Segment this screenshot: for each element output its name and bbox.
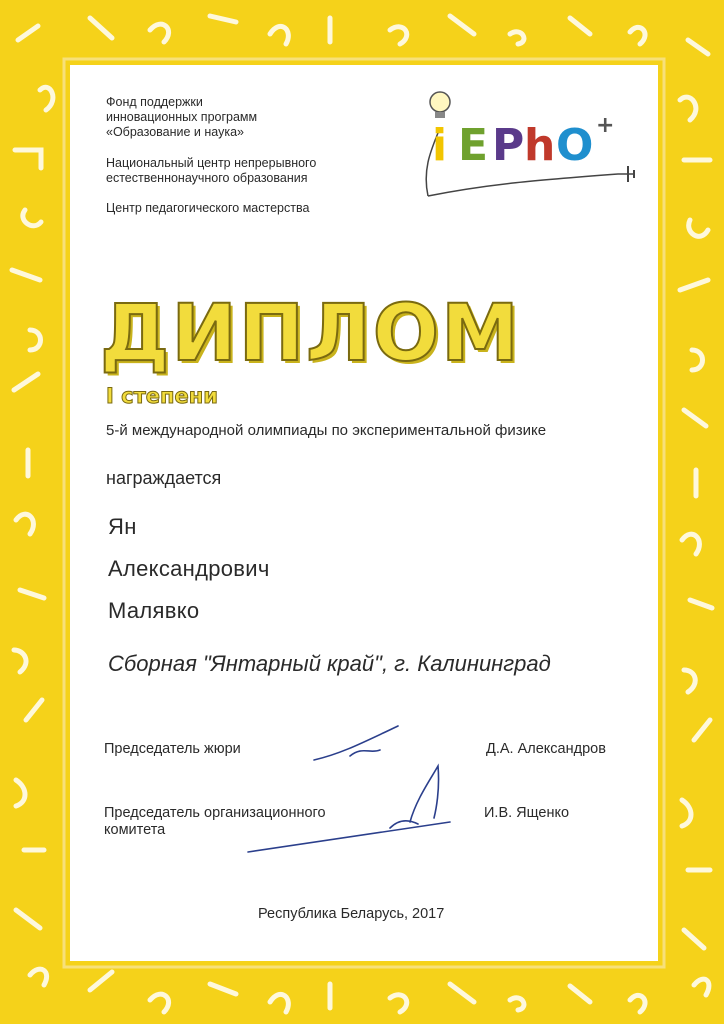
- organization-3: [106, 201, 309, 216]
- organization-line: Фонд поддержки: [106, 95, 203, 109]
- awarded-label: награждается: [106, 468, 222, 488]
- logo-plus: +: [596, 113, 615, 138]
- role-line: комитета: [104, 822, 166, 838]
- organization-line: инновационных программ: [106, 110, 258, 124]
- role-line: Председатель организационного: [104, 805, 326, 821]
- jury-chair-role: Председатель жюри: [104, 741, 241, 757]
- olympiad-name: 5-й международной олимпиады по экспериментальной физике: [106, 422, 547, 439]
- committee-chair-signature: [240, 760, 460, 860]
- recipient-first-name: Ян: [108, 514, 137, 539]
- logo-letter-e: E: [458, 120, 489, 171]
- footer-location-year: Республика Беларусь, 2017: [258, 906, 445, 922]
- team-name: Сборная "Янтарный край", г. Калининград: [108, 651, 551, 676]
- organization-line: Центр педагогического мастерства: [106, 201, 310, 215]
- iepho-logo: [418, 88, 648, 198]
- recipient-patronymic: Александрович: [108, 556, 270, 581]
- logo-letter-p: P: [492, 120, 525, 171]
- committee-chair-name: И.В. Ященко: [484, 805, 570, 821]
- diploma-title: ДИПЛОМ: [100, 289, 521, 379]
- organization-2: [106, 156, 316, 186]
- organization-line: «Образование и наука»: [106, 125, 244, 139]
- logo-letter-i: i: [432, 120, 448, 171]
- organization-line: естественнонаучного образования: [106, 171, 308, 185]
- diploma-degree: I степени: [106, 384, 218, 408]
- jury-chair-name: Д.А. Александров: [486, 741, 606, 757]
- logo-letter-o: O: [556, 120, 594, 171]
- recipient-last-name: Малявко: [108, 598, 200, 623]
- logo-letter-h: h: [524, 120, 556, 171]
- organization-line: Национальный центр непрерывного: [106, 156, 317, 170]
- organization-1: [106, 95, 257, 140]
